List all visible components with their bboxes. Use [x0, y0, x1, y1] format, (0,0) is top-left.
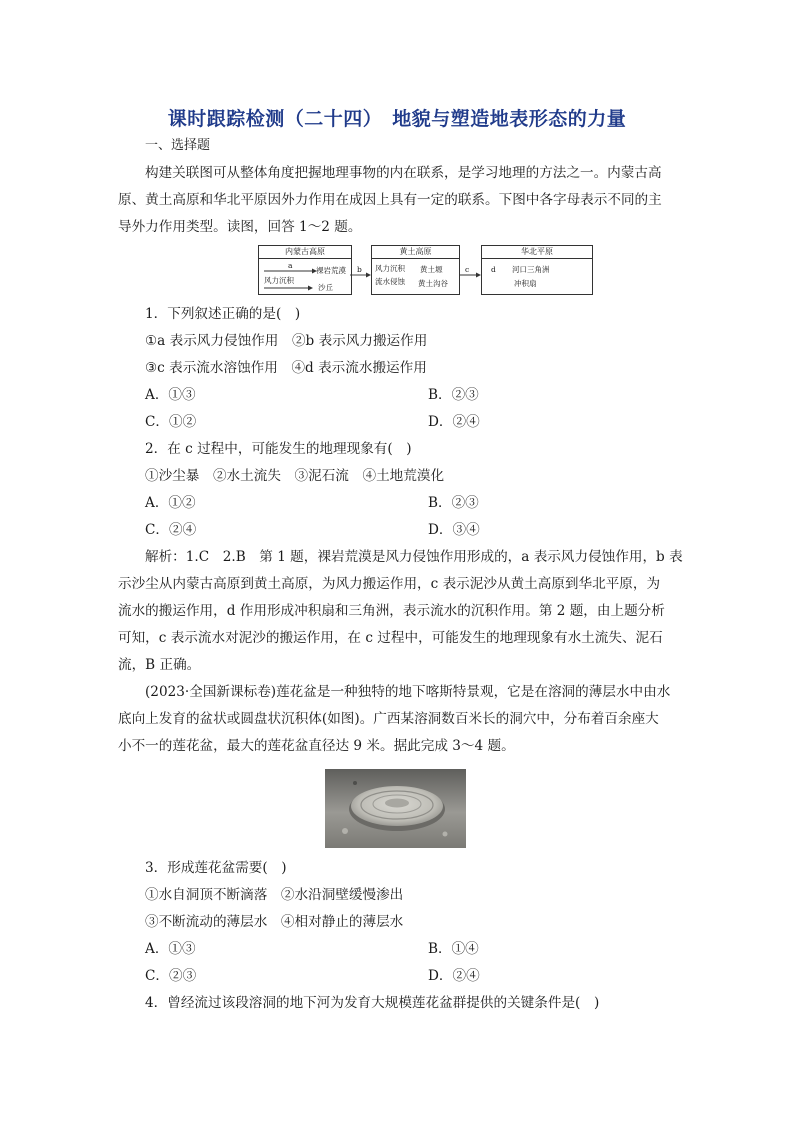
q4-stem: 4．曾经流过该段溶洞的地下河为发育大规模莲花盆群提供的关键条件是( ): [145, 995, 600, 1011]
q1-option-a: A．①③: [145, 387, 196, 403]
label-loess-tableland: 黄土塬: [420, 265, 443, 274]
q1-items-1: ①a 表示风力侵蚀作用 ②b 表示风力搬运作用: [145, 333, 428, 349]
q3-items-2: ③不断流动的薄层水 ④相对静止的薄层水: [145, 914, 404, 930]
q3-option-a: A．①③: [145, 941, 196, 957]
label-wind-deposition-2: 风力沉积: [375, 264, 405, 273]
passage-text-1: 莲花盆是一种独特的地下喀斯特景观，它是在溶洞的薄层水中由水: [276, 684, 671, 700]
q2-stem: 2．在 c 过程中，可能发生的地理现象有( ): [145, 441, 412, 457]
label-c: c: [465, 265, 470, 274]
lotus-basin-illustration: [325, 769, 466, 848]
q2-option-b: B．②③: [428, 495, 479, 511]
passage-line-1: [145, 683, 670, 701]
label-b: b: [357, 265, 362, 274]
q2-option-d: D．③④: [428, 522, 480, 538]
q1-stem: 1．下列叙述正确的是( ): [145, 306, 301, 322]
q3-option-d: D．②④: [428, 968, 480, 984]
label-estuary-delta: 河口三角洲: [512, 265, 550, 274]
analysis-line-3: 流水的搬运作用，d 作用形成冲积扇和三角洲，表示流水的沉积作用。第 2 题，由上题分析: [118, 603, 665, 619]
q1-option-b: B．②③: [428, 387, 479, 403]
label-bare-rock-desert: 裸岩荒漠: [316, 266, 346, 275]
analysis-line-1: 解析：1.C 2.B 第 1 题，裸岩荒漠是风力侵蚀作用形成的，a 表示风力侵蚀作用，b 表: [145, 549, 683, 565]
landform-relation-diagram: [258, 245, 592, 297]
q1-items-2: ③c 表示流水溶蚀作用 ④d 表示流水搬运作用: [145, 360, 427, 376]
section-heading: 一、选择题: [145, 138, 211, 153]
label-wind-deposition: 风力沉积: [264, 276, 294, 285]
analysis-line-5: 流，B 正确。: [118, 657, 201, 673]
label-loess-gully: 黄土沟谷: [418, 279, 448, 288]
q2-option-c: C．②④: [145, 522, 197, 538]
intro-line-1: 构建关联图可从整体角度把握地理事物的内在联系，是学习地理的方法之一。内蒙古高: [145, 165, 662, 181]
label-d: d: [491, 265, 496, 274]
label-alluvial-fan: 冲积扇: [514, 279, 537, 288]
q3-items-1: ①水自洞顶不断滴落 ②水沿洞壁缓慢渗出: [145, 887, 404, 903]
arrow-wind-head: [308, 286, 313, 291]
lotus-basin-photo: [325, 769, 466, 848]
intro-line-3: 导外力作用类型。读图，回答 1～2 题。: [118, 219, 362, 235]
label-water-erosion: 流水侵蚀: [375, 277, 405, 286]
q3-option-c: C．②③: [145, 968, 197, 984]
q3-stem: 3．形成莲花盆需要( ): [145, 860, 287, 876]
q1-option-c: C．①②: [145, 414, 197, 430]
intro-line-2: 原、黄土高原和华北平原因外力作用在成因上具有一定的联系。下图中各字母表示不同的主: [118, 192, 662, 208]
analysis-line-2: 示沙尘从内蒙古高原到黄土高原，为风力搬运作用，c 表示泥沙从黄土高原到华北平原，为: [118, 576, 661, 592]
label-a: a: [288, 261, 293, 270]
q2-items: ①沙尘暴 ②水土流失 ③泥石流 ④土地荒漠化: [145, 468, 445, 484]
analysis-line-4: 可知，c 表示流水对泥沙的搬运作用，在 c 过程中，可能发生的地理现象有水土流失、泥石: [118, 630, 663, 646]
passage-line-3: 小不一的莲花盆，最大的莲花盆直径达 9 米。据此完成 3～4 题。: [118, 738, 515, 754]
q3-option-b: B．①④: [428, 941, 479, 957]
page-title: 课时跟踪检测（二十四） 地貌与塑造地表形态的力量: [167, 108, 627, 130]
box-title: 内蒙古高原: [259, 246, 351, 259]
q2-option-a: A．①②: [145, 495, 196, 511]
label-sand-dune: 沙丘: [318, 283, 333, 292]
passage-line-2: 底向上发育的盆状或圆盘状沉积体(如图)。广西某溶洞数百米长的洞穴中，分布着百余座大: [118, 711, 659, 727]
box-title: 华北平原: [482, 246, 592, 259]
exam-source: (2023·全国新课标卷): [145, 684, 277, 700]
q1-option-d: D．②④: [428, 414, 480, 430]
box-title: 黄土高原: [372, 246, 459, 259]
